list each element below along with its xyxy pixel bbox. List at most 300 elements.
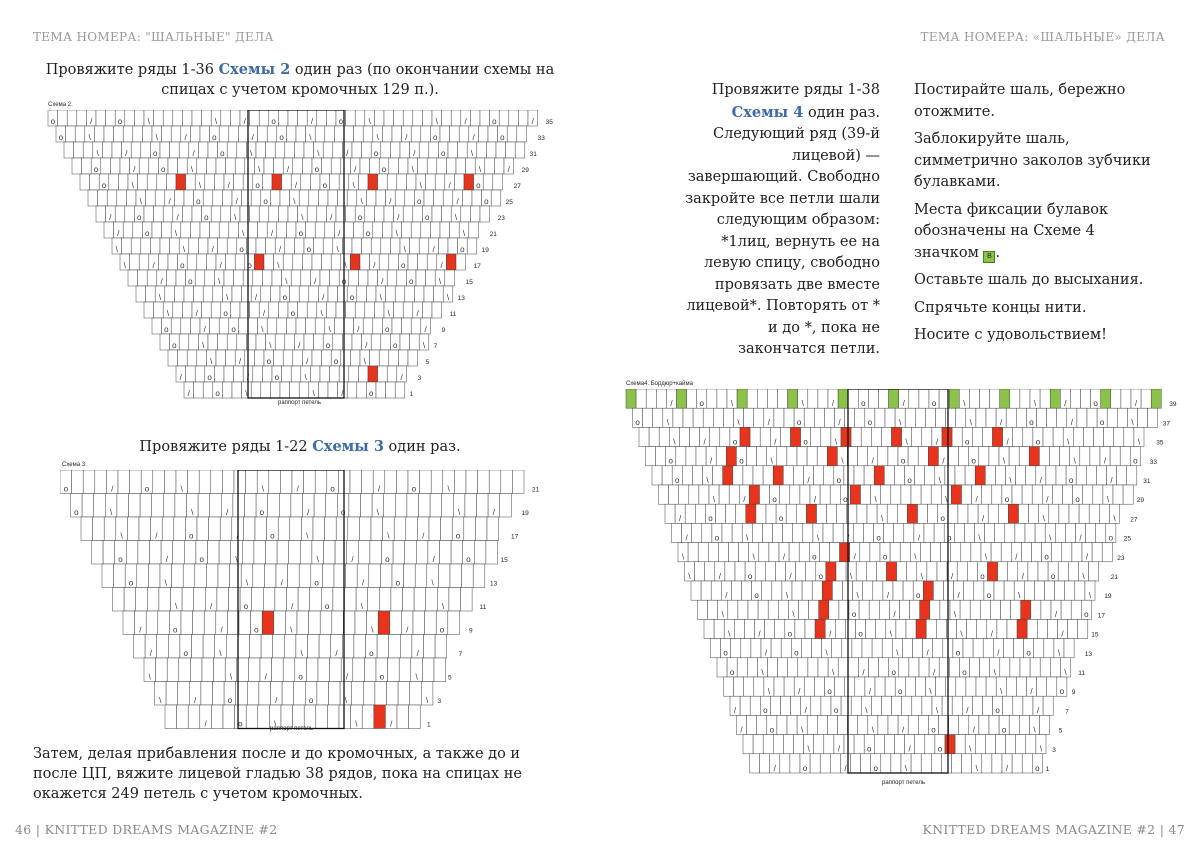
chart4-cell <box>988 504 998 523</box>
chart4-cell <box>746 504 756 523</box>
chart4-cell <box>1047 408 1057 427</box>
chart3-cell <box>254 541 266 565</box>
chart2-row-number: 9 <box>441 327 446 334</box>
chart4-cell <box>1019 447 1029 466</box>
chart2-symbol: / <box>195 308 198 318</box>
chart4-cell <box>1120 447 1130 466</box>
chart2-cell <box>291 270 301 286</box>
chart2-cell <box>384 110 394 126</box>
chart4-cell <box>824 466 834 485</box>
chart3-cell <box>281 705 293 729</box>
chart4-cell <box>806 562 816 581</box>
chart3-symbol: \ <box>316 554 319 564</box>
chart4-symbol: \ <box>832 667 835 677</box>
chart2-cell <box>221 206 231 222</box>
chart2-cell <box>90 174 100 190</box>
chart2-symbol: o <box>212 132 217 142</box>
chart4-cell <box>811 427 821 446</box>
chart2-cell <box>517 126 527 142</box>
chart2-cell <box>248 222 258 238</box>
chart4-cell <box>908 447 918 466</box>
chart4-cell <box>853 523 863 542</box>
chart3-cell <box>195 564 207 588</box>
header-left: ТЕМА НОМЕРА: "ШАЛЬНЫЕ" ДЕЛА <box>33 30 274 44</box>
chart3-cell <box>450 564 462 588</box>
chart4-cell <box>692 523 702 542</box>
chart4-cell <box>884 735 894 754</box>
wash-step: Постирайте шаль, бережно отожмите. <box>914 82 1126 120</box>
chart4-symbol: o <box>971 456 976 466</box>
chart3-cell <box>227 611 239 635</box>
chart2-cell <box>189 334 199 350</box>
chart2-symbol: o <box>279 132 284 142</box>
chart4-cell <box>918 504 928 523</box>
chart4-cell <box>732 523 742 542</box>
chart3-cell <box>512 470 524 494</box>
chart2-cell <box>178 350 188 366</box>
chart4-cell <box>757 715 767 734</box>
chart3-symbol: / <box>492 507 496 517</box>
chart4-cell <box>901 485 911 504</box>
chart4-cell <box>911 485 921 504</box>
chart2-symbol: \ <box>258 164 261 174</box>
chart4-cell <box>888 715 898 734</box>
chart2-cell <box>346 302 356 318</box>
chart4-cell <box>904 523 914 542</box>
chart2-cell <box>245 158 255 174</box>
finishing-instructions <box>914 80 1154 347</box>
chart4-cell <box>807 447 817 466</box>
chart2-row-number: 25 <box>505 199 513 206</box>
chart2-cell <box>264 254 274 270</box>
chart4-cell <box>1016 466 1026 485</box>
chart3-cell <box>283 658 295 682</box>
chart3-cell <box>193 611 205 635</box>
chart4-symbol: \ <box>737 418 740 428</box>
chart4-cell <box>741 639 751 658</box>
chart4-cell <box>905 408 915 427</box>
chart4-cell <box>787 447 797 466</box>
chart2-cell <box>190 126 200 142</box>
chart4-cell <box>1013 696 1023 715</box>
chart4-cell <box>879 658 889 677</box>
chart4-cell <box>989 715 999 734</box>
chart4-cell <box>996 735 1006 754</box>
chart2-cell <box>392 126 402 142</box>
chart2-symbol: / <box>531 116 534 126</box>
chart3-cell <box>208 541 220 565</box>
chart3-cell <box>246 470 258 494</box>
chart4-row-number: 19 <box>1104 593 1112 601</box>
chart2-cell <box>314 334 324 350</box>
chart2-symbol: \ <box>309 132 312 142</box>
chart3-cell <box>309 611 321 635</box>
chart4-row-number: 3 <box>1052 746 1056 754</box>
chart4-cell <box>1065 581 1075 600</box>
chart2-cell <box>67 110 77 126</box>
chart2-cell <box>314 238 324 254</box>
chart4-cell <box>1043 427 1053 446</box>
chart3-cell <box>361 494 373 518</box>
chart3-cell <box>156 658 168 682</box>
chart2-cell <box>126 190 136 206</box>
chart4-cell <box>767 389 777 408</box>
chart3-cell <box>440 541 452 565</box>
chart2-cell <box>194 382 204 398</box>
chart4-symbol: / <box>990 629 993 639</box>
chart3-cell <box>359 517 371 541</box>
chart3-cell <box>130 470 142 494</box>
chart2-cell <box>301 174 311 190</box>
chart2-cell <box>304 334 314 350</box>
chart2-cell <box>286 126 296 142</box>
chart2-cell <box>406 174 416 190</box>
chart4-cell <box>1047 619 1057 638</box>
chart2-cell <box>317 110 327 126</box>
chart3-cell <box>293 705 305 729</box>
chart2-cell <box>430 222 440 238</box>
chart2-cell <box>144 302 154 318</box>
chart2-cell <box>82 158 92 174</box>
chart3-cell <box>451 541 463 565</box>
chart2-symbol: o <box>306 244 312 254</box>
chart2-cell <box>174 190 184 206</box>
chart4-cell <box>1008 504 1018 523</box>
chart3-symbol: \ <box>344 695 348 705</box>
chart4-symbol: \ <box>850 571 853 581</box>
chart2-cell <box>77 110 87 126</box>
chart4-cell <box>966 677 976 696</box>
chart4-cell <box>1086 466 1096 485</box>
chart2-symbol: \ <box>304 372 307 382</box>
chart2-cell <box>390 238 400 254</box>
chart2-symbol: \ <box>285 276 288 286</box>
chart4-cell <box>711 581 721 600</box>
chart3-cell <box>203 635 215 659</box>
chart4-cell <box>1016 408 1026 427</box>
chart4-cell <box>1083 427 1093 446</box>
chart2-cell <box>376 190 386 206</box>
chart4-cell <box>750 427 760 446</box>
chart4-symbol: \ <box>984 552 988 562</box>
chart3-cell <box>94 494 106 518</box>
chart4-row-number: 1 <box>1045 766 1050 773</box>
ends-step: Спрячьте концы нити. <box>914 299 1087 316</box>
chart2-cell <box>270 190 280 206</box>
chart4-cell <box>975 735 985 754</box>
chart2-cell <box>315 318 325 334</box>
chart2-link[interactable]: Схемы 2 <box>218 61 291 78</box>
chart4-cell <box>845 619 855 638</box>
chart3-cell <box>332 611 344 635</box>
chart2-cell <box>400 334 410 350</box>
chart2-cell <box>282 174 292 190</box>
chart4-cell <box>962 754 972 773</box>
chart4-symbol: \ <box>841 456 844 466</box>
chart4-cell <box>882 696 892 715</box>
chart4-cell <box>1004 581 1014 600</box>
chart4-cell <box>998 504 1008 523</box>
chart2-cell <box>291 366 301 382</box>
chart2-cell <box>275 334 285 350</box>
chart2-cell <box>197 350 207 366</box>
chart3-symbol: \ <box>109 507 113 517</box>
chart3-cell <box>394 517 406 541</box>
chart4-cell <box>952 427 962 446</box>
chart2-cell <box>293 158 303 174</box>
chart4-cell <box>885 408 895 427</box>
chart2-cell <box>227 142 237 158</box>
chart2-cell <box>411 126 421 142</box>
chart2-cell <box>142 126 152 142</box>
chart3-cell <box>182 588 194 612</box>
pin-step: Места фиксации булавок обозначены на Схеме 4 значком B . <box>914 201 1109 261</box>
chart2-symbol: / <box>294 180 298 190</box>
chart4-symbol: \ <box>1082 571 1085 581</box>
chart4-symbol: \ <box>767 687 771 696</box>
chart2-cell <box>378 174 388 190</box>
chart2-cell <box>344 126 354 142</box>
chart4-cell <box>685 504 695 523</box>
chart3-cell <box>188 705 200 729</box>
chart4-cell <box>928 447 938 466</box>
chart4-cell <box>1000 389 1010 408</box>
chart3-symbol: \ <box>180 484 183 494</box>
chart4-symbol: \ <box>1033 399 1037 408</box>
chart4-cell <box>937 562 947 581</box>
chart2-symbol: \ <box>344 260 347 270</box>
chart2-cell <box>446 254 456 270</box>
chart3-symbol: / <box>291 601 294 611</box>
chart4-cell <box>992 485 1002 504</box>
chart4-cell <box>899 658 909 677</box>
chart2-symbol: \ <box>174 228 178 238</box>
chart2-cell <box>437 158 447 174</box>
chart2-cell <box>323 238 333 254</box>
chart4-cell <box>1030 658 1040 677</box>
chart4-symbol: \ <box>874 495 877 504</box>
chart3-symbol: / <box>280 578 283 588</box>
chart3-cell <box>500 494 512 518</box>
chart2-cell <box>309 286 319 302</box>
chart2-cell <box>387 270 397 286</box>
chart2-symbol: \ <box>261 324 264 334</box>
chart4-symbol: o <box>861 399 866 408</box>
chart4-symbol: / <box>982 514 985 524</box>
chart2-cell <box>176 270 186 286</box>
chart4-cell <box>858 715 868 734</box>
chart4-cell <box>781 639 791 658</box>
chart4-symbol: / <box>972 725 975 735</box>
chart4-cell <box>866 562 876 581</box>
chart4-cell <box>1011 600 1021 619</box>
chart4-cell <box>949 389 959 408</box>
chart2-cell <box>352 238 362 254</box>
chart3-cell <box>448 611 460 635</box>
chart4-cell <box>778 389 788 408</box>
chart2-cell <box>354 222 364 238</box>
chart4-cell <box>976 677 986 696</box>
chart4-cell <box>980 658 990 677</box>
chart3-cell <box>473 564 485 588</box>
chart3-cell <box>183 564 195 588</box>
chart2-cell <box>277 318 287 334</box>
chart2-symbol: o <box>144 228 150 238</box>
chart4-symbol: / <box>740 725 743 735</box>
chart4-cell <box>876 619 886 638</box>
chart4-cell <box>1034 581 1044 600</box>
chart2-cell <box>64 142 74 158</box>
chart4-cell <box>772 581 782 600</box>
chart3-row-number: 19 <box>521 510 529 517</box>
chart3-symbol: / <box>275 695 278 705</box>
chart4-cell <box>844 735 854 754</box>
chart2-cell <box>296 318 306 334</box>
chart4-cell <box>915 466 925 485</box>
chart4-cell <box>780 427 790 446</box>
chart3-cell <box>501 470 513 494</box>
chart4-cell <box>807 715 817 734</box>
chart2-cell <box>192 206 202 222</box>
chart4-cell <box>784 408 794 427</box>
chart2-cell <box>344 318 354 334</box>
chart3-cell <box>268 494 280 518</box>
chart2-cell <box>299 382 309 398</box>
chart4-symbol: \ <box>761 667 764 677</box>
chart3-cell <box>442 494 454 518</box>
chart4-link[interactable]: Схемы 4 <box>731 103 804 121</box>
chart2-cell <box>363 126 373 142</box>
chart3-cell <box>336 517 348 541</box>
chart2-cell <box>379 254 389 270</box>
chart4-cell <box>891 754 901 773</box>
chart2-cell <box>219 126 229 142</box>
chart2-symbol: / <box>235 196 238 206</box>
chart3-symbol: / <box>193 695 197 705</box>
chart4-cell <box>1015 523 1025 542</box>
chart4-cell <box>792 581 802 600</box>
chart2-symbol: \ <box>198 180 202 190</box>
chart2-symbol: \ <box>454 212 458 222</box>
chart4-symbol: / <box>1005 763 1009 773</box>
chart3-symbol: / <box>345 672 349 682</box>
chart4-cell <box>743 466 753 485</box>
chart4-cell <box>1090 447 1100 466</box>
chart2-cell <box>411 318 421 334</box>
chart2-cell <box>216 350 226 366</box>
chart2-symbol: / <box>456 196 459 206</box>
chart4-cell <box>653 408 663 427</box>
chart2-cell <box>234 366 244 382</box>
chart3-cell <box>114 564 126 588</box>
chart4-symbol: / <box>853 552 856 562</box>
chart4-cell <box>970 658 980 677</box>
chart3-cell <box>248 658 260 682</box>
chart3-cell <box>462 564 474 588</box>
chart3-cell <box>486 541 498 565</box>
chart2-cell <box>426 270 436 286</box>
chart4-cell <box>1040 715 1050 734</box>
chart4-cell <box>1046 466 1056 485</box>
chart2-cell <box>323 142 333 158</box>
chart4-cell <box>728 600 738 619</box>
chart2-cell <box>112 142 122 158</box>
chart3-cell <box>487 517 499 541</box>
chart2-cell <box>486 142 496 158</box>
chart4-symbol: o <box>873 763 878 773</box>
chart4-symbol: o <box>931 399 937 408</box>
chart4-cell <box>665 504 675 523</box>
chart4-cell <box>775 619 785 638</box>
chart3-cell <box>335 541 347 565</box>
chart4-cell <box>695 504 705 523</box>
chart4-cell <box>791 696 801 715</box>
chart2-cell <box>162 126 172 142</box>
chart2-cell <box>168 254 178 270</box>
chart2-cell <box>352 142 362 158</box>
chart3-link[interactable]: Схемы 3 <box>312 438 384 455</box>
chart4-cell <box>649 427 659 446</box>
chart4-cell <box>832 581 842 600</box>
chart3-cell <box>475 517 487 541</box>
chart2-cell <box>286 318 296 334</box>
chart4-cell <box>639 427 649 446</box>
chart3-symbol: o <box>254 625 259 635</box>
chart4-cell <box>923 581 933 600</box>
chart2-cell <box>413 110 423 126</box>
chart4-symbol: / <box>1103 456 1107 466</box>
chart3-symbol: \ <box>261 484 265 494</box>
chart4-cell <box>900 543 910 562</box>
chart3-cell <box>168 635 180 659</box>
chart4-cell <box>1041 600 1051 619</box>
chart2-symbol: o <box>314 164 320 174</box>
chart4-cell <box>783 735 793 754</box>
chart4-cell <box>815 619 825 638</box>
chart3-cell <box>233 494 245 518</box>
chart2-cell <box>118 174 128 190</box>
chart3-cell <box>223 705 235 729</box>
chart3-symbol: / <box>204 719 207 729</box>
chart4-cell <box>842 639 852 658</box>
chart2-symbol: \ <box>242 228 245 238</box>
chart4-cell <box>835 677 845 696</box>
chart4-cell <box>679 485 689 504</box>
chart2-cell <box>258 222 268 238</box>
chart4-cell <box>1096 466 1106 485</box>
chart4-symbol: / <box>1039 475 1042 485</box>
chart2-cell <box>139 158 149 174</box>
chart3-cell <box>405 541 417 565</box>
chart4-cell <box>707 389 717 408</box>
chart2-cell <box>160 142 170 158</box>
chart2-cell <box>262 174 272 190</box>
chart3-symbol: / <box>351 554 354 564</box>
chart2-cell <box>117 190 127 206</box>
chart4-cell <box>1081 389 1091 408</box>
chart2-row-number: 31 <box>529 151 537 158</box>
chart4-symbol: / <box>893 610 896 620</box>
chart4-cell <box>1089 504 1099 523</box>
chart2-cell <box>480 110 490 126</box>
chart4-cell <box>977 619 987 638</box>
chart4-symbol: \ <box>1033 725 1036 735</box>
chart2-symbol: o <box>440 148 446 158</box>
chart4-cell <box>1022 485 1032 504</box>
chart4-cell <box>773 466 783 485</box>
chart2-cell <box>266 238 276 254</box>
chart2-cell <box>328 382 338 398</box>
